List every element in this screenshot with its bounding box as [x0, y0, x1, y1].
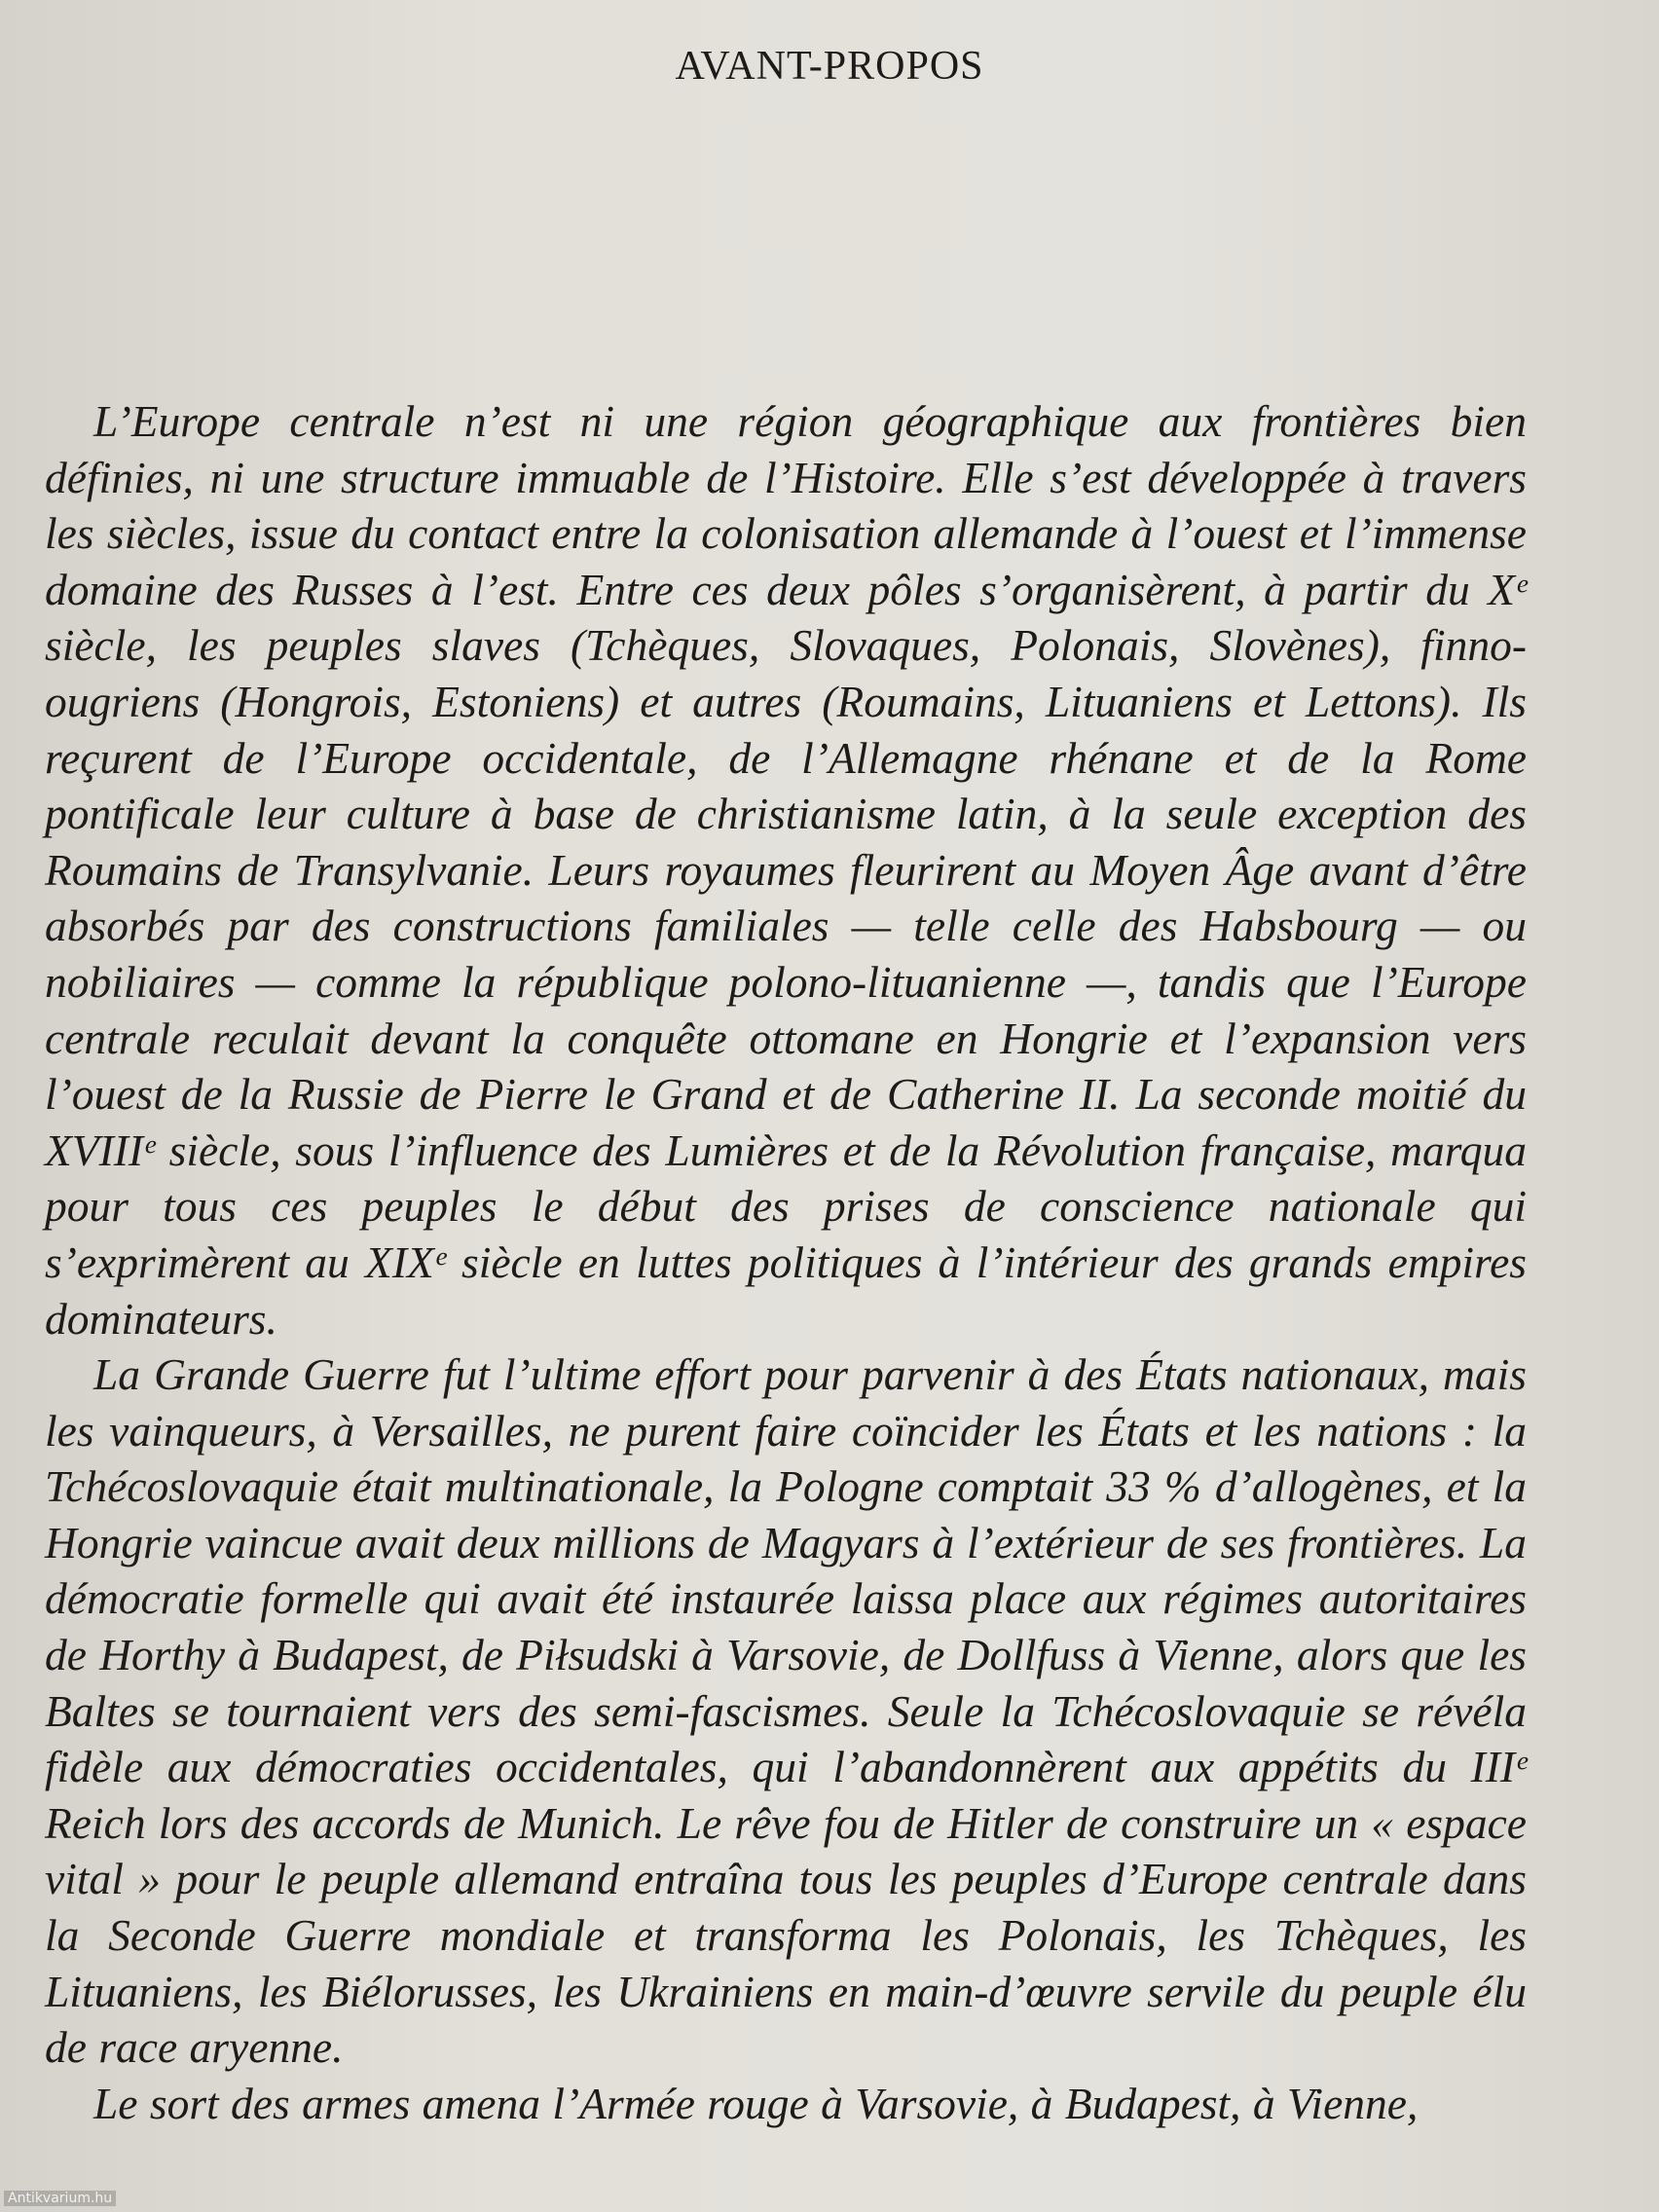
watermark: Antikvarium.hu — [4, 2191, 116, 2206]
paragraph-3: Le sort des armes amena l’Armée rouge à Varsovie, à Budapest, à Vienne, — [93, 2078, 1419, 2128]
body-text — [45, 393, 1527, 2131]
running-head: AVANT-PROPOS — [675, 44, 984, 89]
paragraph-2: La Grande Guerre fut l’ultime effort pour parvenir à des États nationaux, mais les vainqueurs, à Versailles, ne purent faire coïncider les États et les nations : la Tchécoslovaquie était multinationale, la Pologne comptait 33 % d’allogènes, et la Hongrie vaincue avait deux millions de Magyars à l’extérieur de ses frontières. La démocratie formelle qui avait été instaurée laissa place aux régimes autoritaires de Horthy à Budapest, de Piłsudski à Varsovie, de Dollfuss à Vienne, alors que les Baltes se tournaient vers des semi-fascismes. Seule la Tchécoslovaquie se révéla fidèle aux démocraties occidentales, qui l’abandonnèrent aux appétits du IIIᵉ Reich lors des accords de Munich. Le rêve fou de Hitler de construire un « espace vital » pour le peuple allemand entraîna tous les peuples d’Europe centrale dans la Seconde Guerre mondiale et transforma les Polonais, les Tchèques, les Lituaniens, les Biélorusses, les Ukrainiens en main-d’œuvre servile du peuple élu de race aryenne. — [45, 1349, 1527, 2073]
paragraph-1: L’Europe centrale n’est ni une région géographique aux frontières bien définies, ni une structure immuable de l’Histoire. Elle s’est développée à travers les siècles, issue du contact entre la colonisation allemande à l’ouest et l’immense domaine des Russes à l’est. Entre ces deux pôles s’organisèrent, à partir du Xᵉ siècle, les peuples slaves (Tchèques, Slovaques, Polonais, Slovènes), finno-ougriens (Hongrois, Estoniens) et autres (Roumains, Lituaniens et Lettons). Ils reçurent de l’Europe occidentale, de l’Allemagne rhénane et de la Rome pontificale leur culture à base de christianisme latin, à la seule exception des Roumains de Transylvanie. Leurs royaumes fleurirent au Moyen Âge avant d’être absorbés par des constructions familiales — telle celle des Habsbourg — ou nobiliaires — comme la république polono-lituanienne —, tandis que l’Europe centrale reculait devant la conquête ottomane en Hongrie et l’expansion vers l’ouest de la Russie de Pierre le Grand et de Catherine II. La seconde moitié du XVIIIᵉ siècle, sous l’influence des Lumières et de la Révolution française, marqua pour tous ces peuples le début des prises de conscience nationale qui s’exprimèrent au XIXᵉ siècle en luttes politiques à l’intérieur des grands empires dominateurs. — [45, 396, 1527, 1344]
